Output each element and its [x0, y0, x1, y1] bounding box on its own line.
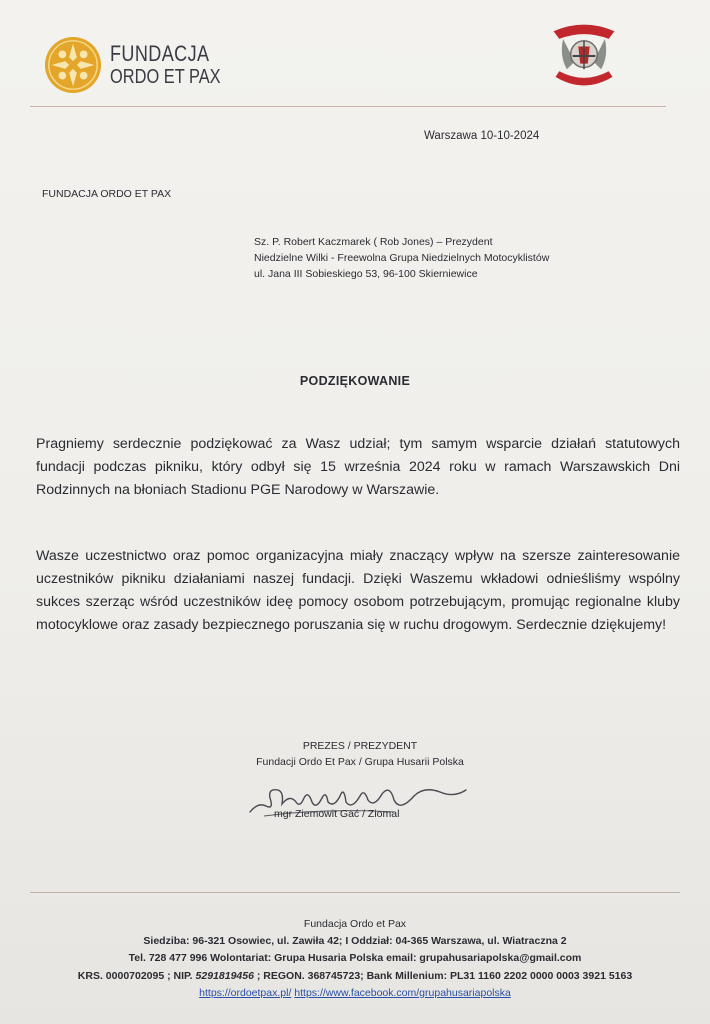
signer-role: PREZES / PREZYDENT: [302, 740, 418, 752]
footer-krs: KRS. 0000702095 ; NIP.: [77, 969, 193, 982]
footer-nip: 5291819456: [195, 969, 254, 982]
signature-block: [230, 738, 490, 770]
signer-name: mgr Ziemowit Gać / Ziomal: [274, 808, 400, 820]
header-divider: [30, 106, 666, 107]
letter-title: PODZIĘKOWANIE: [299, 374, 411, 388]
signer-organization: Fundacji Ordo Et Pax / Grupa Husarii Polska: [256, 756, 464, 768]
logo-title: FUNDACJA: [110, 41, 210, 66]
letter-date: Warszawa 10-10-2024: [424, 130, 540, 142]
footer-org: Fundacja Ordo et Pax: [303, 918, 407, 930]
body-paragraph-1: Pragniemy serdecznie podziękować za Wasz udział; tym samym wsparcie działań statutowych fundacji podczas pikniku, który odbył się 15 września 2024 roku w ramach Warszawskich Dni Rodzinnych na błoniach Stadionu PGE Narodowy w Warszawie.: [36, 436, 680, 498]
husaria-badge-icon: [546, 18, 622, 94]
recipient-line: Sz. P. Robert Kaczmarek ( Rob Jones) – Prezydent: [254, 236, 493, 248]
foundation-logo: [44, 36, 245, 94]
website-link[interactable]: https://ordoetpax.pl/: [199, 986, 292, 999]
letter-footer: [0, 916, 710, 1002]
recipient-line: Niedzielne Wilki - Freewolna Grupa Niedzielnych Motocyklistów: [254, 252, 550, 264]
body-paragraph-2: Wasze uczestnictwo oraz pomoc organizacyjna miały znaczący wpływ na szersze zainteresowanie uczestników pikniku działaniami naszej fundacji. Dzięki Waszemu wkładowi odnieśliśmy wspólny sukces szerząc wśród uczestników ideę pomocy osobom potrzebującym, promując regionalne kluby motocyklowe oraz zasady bezpiecznego poruszania się w ruchu drogowym. Serdecznie dziękujemy!: [36, 548, 680, 633]
logo-subtitle: ORDO ET PAX: [110, 66, 221, 88]
footer-links: [0, 985, 710, 1002]
facebook-link[interactable]: https://www.facebook.com/grupahusariapolska: [294, 986, 511, 999]
sender-name: FUNDACJA ORDO ET PAX: [42, 188, 172, 200]
footer-divider: [30, 892, 680, 893]
recipient-address: [254, 234, 549, 282]
recipient-line: ul. Jana III Sobieskiego 53, 96-100 Skierniewice: [254, 268, 478, 280]
footer-address: Siedziba: 96-321 Osowiec, ul. Zawiła 42; I Oddział: 04-365 Warszawa, ul. Wiatraczna 2: [143, 935, 567, 948]
footer-contact: Tel. 728 477 996 Wolontariat: Grupa Husaria Polska email: grupahusariapolska@gmail.com: [128, 952, 582, 965]
footer-regon-bank: ; REGON. 368745723; Bank Millenium: PL31 1160 2202 0000 0003 3921 5163: [256, 969, 633, 982]
footer-registration: [0, 968, 710, 985]
foundation-emblem-icon: [44, 36, 102, 94]
